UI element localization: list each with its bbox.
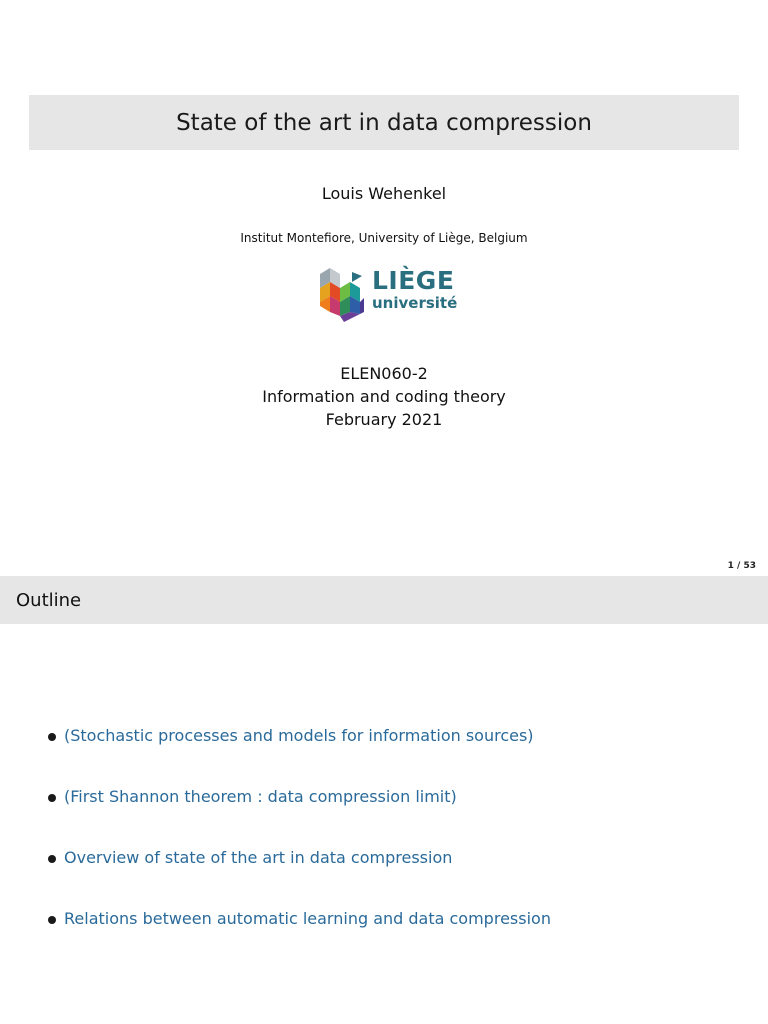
bullet-icon xyxy=(48,794,56,802)
frame-header xyxy=(0,576,768,624)
bullet-icon xyxy=(48,733,56,741)
frame-title: Outline xyxy=(16,589,82,611)
logo-text-universite: université xyxy=(372,294,458,312)
outline-item-text: (Stochastic processes and models for information sources) xyxy=(64,726,534,745)
course-info xyxy=(0,362,768,431)
course-code: ELEN060-2 xyxy=(340,364,428,383)
course-date: February 2021 xyxy=(325,410,443,429)
author-name: Louis Wehenkel xyxy=(321,184,447,203)
title-banner xyxy=(29,95,739,150)
slide-title: State of the art in data compression xyxy=(176,109,592,136)
outline-item-text: Overview of state of the art in data compression xyxy=(64,848,453,867)
bullet-icon xyxy=(48,916,56,924)
bullet-icon xyxy=(48,855,56,863)
logo-text-liege: LIÈGE xyxy=(372,266,455,295)
outline-slide xyxy=(0,576,768,1024)
institute: Institut Montefiore, University of Liège, Belgium xyxy=(240,231,528,245)
outline-item-text: Relations between automatic learning and data compression xyxy=(64,909,551,928)
course-name: Information and coding theory xyxy=(262,387,506,406)
outline-item-text: (First Shannon theorem : data compression limit) xyxy=(64,787,457,806)
page-number: 1 / 53 xyxy=(727,561,756,571)
